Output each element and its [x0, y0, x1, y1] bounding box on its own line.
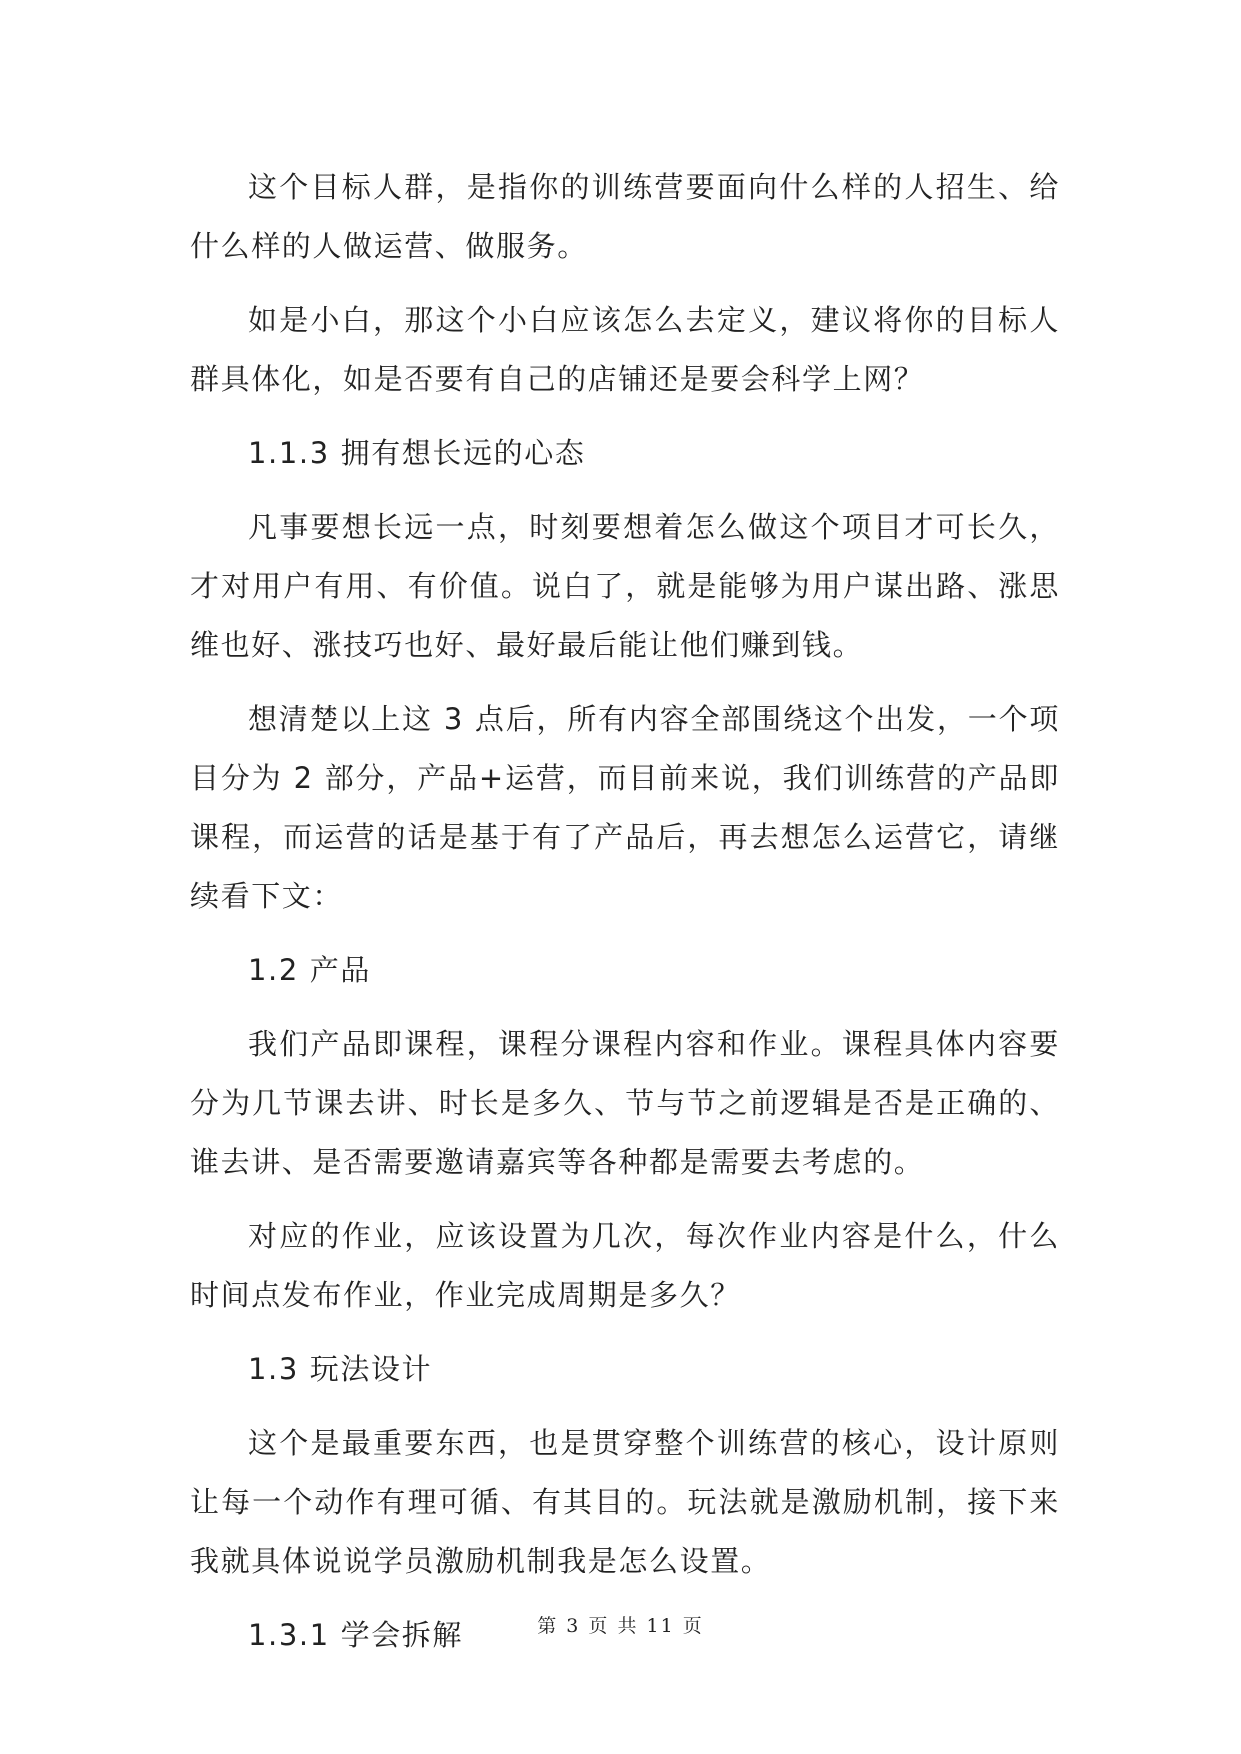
- section-heading-1-2: 1.2 产品: [248, 953, 371, 987]
- paragraph-long-term-mindset: 凡事要想长远一点，时刻要想着怎么做这个项目才可长久，才对用户有用、有价值。说白了，就是能够为用户谋出路、涨思维也好、涨技巧也好、最好最后能让他们赚到钱。: [190, 510, 1060, 662]
- paragraph-beginner-definition: 如是小白，那这个小白应该怎么去定义，建议将你的目标人群具体化，如是否要有自己的店铺还是要会科学上网？: [190, 303, 1060, 396]
- section-heading-1-3-1: 1.3.1 学会拆解: [248, 1618, 464, 1652]
- section-heading-1-3: 1.3 玩法设计: [248, 1352, 433, 1386]
- page-number-footer: 第 3 页 共 11 页: [537, 1615, 704, 1637]
- paragraph-homework: 对应的作业，应该设置为几次，每次作业内容是什么，什么时间点发布作业，作业完成周期是多久？: [190, 1219, 1060, 1312]
- document-body: [190, 158, 1060, 1680]
- paragraph-target-audience: 这个目标人群，是指你的训练营要面向什么样的人招生、给什么样的人做运营、做服务。: [190, 170, 1060, 263]
- paragraph-product-and-operation: 想清楚以上这 3 点后，所有内容全部围绕这个出发，一个项目分为 2 部分，产品+运营，而目前来说，我们训练营的产品即课程，而运营的话是基于有了产品后，再去想怎么运营它，请继续看下文：: [190, 702, 1060, 913]
- section-heading-1-1-3: 1.1.3 拥有想长远的心态: [248, 436, 586, 470]
- paragraph-course-content: 我们产品即课程，课程分课程内容和作业。课程具体内容要分为几节课去讲、时长是多久、节与节之前逻辑是否是正确的、谁去讲、是否需要邀请嘉宾等各种都是需要去考虑的。: [190, 1027, 1060, 1179]
- paragraph-gameplay-design: 这个是最重要东西，也是贯穿整个训练营的核心，设计原则让每一个动作有理可循、有其目的。玩法就是激励机制，接下来我就具体说说学员激励机制我是怎么设置。: [190, 1426, 1060, 1578]
